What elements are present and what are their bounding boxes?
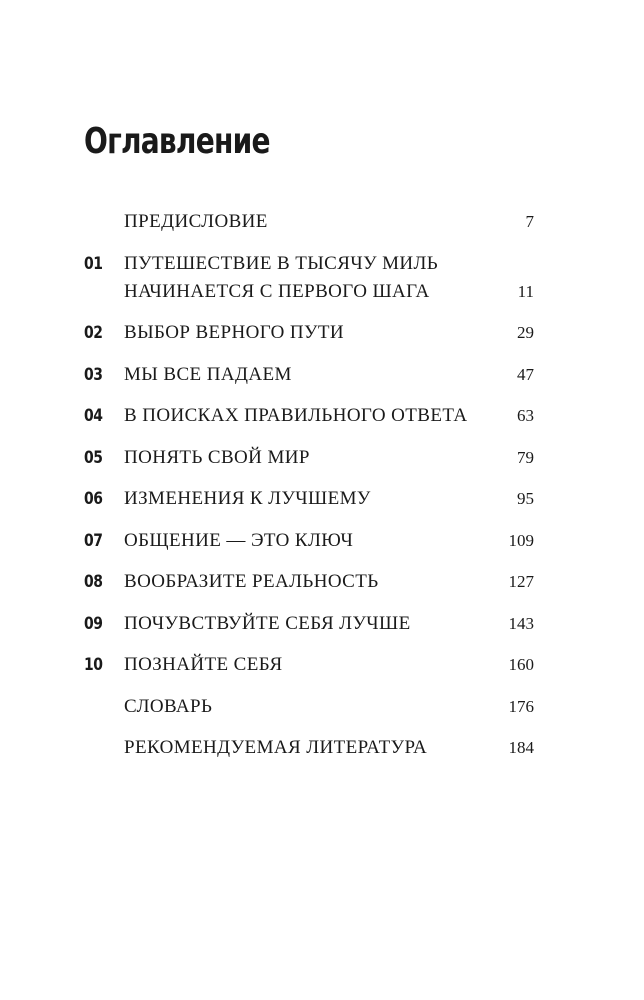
toc-entry-chapter-05[interactable] [0,442,644,474]
toc-entry-page: 160 [508,655,534,674]
toc-entry-number: 02 [84,323,103,343]
toc-entry-title-line-1: ПУТЕШЕСТВИЕ В ТЫСЯЧУ МИЛЬ [124,253,439,274]
toc-entry-page: 143 [508,614,534,633]
toc-entry-chapter-06[interactable] [0,483,644,515]
toc-entry-title: МЫ ВСЕ ПАДАЕМ [124,364,292,385]
toc-entry-page: 109 [508,531,534,550]
toc-entry-title: РЕКОМЕНДУЕМАЯ ЛИТЕРАТУРА [124,737,428,758]
toc-entry-page: 176 [508,697,534,716]
toc-entry-title: ВЫБОР ВЕРНОГО ПУТИ [124,322,345,343]
toc-entry-number: 09 [84,614,103,634]
toc-entry-page: 95 [517,489,534,508]
toc-entry-page: 184 [508,738,534,757]
toc-entry-number: 04 [84,406,103,426]
toc-entry-title: ПОЗНАЙТЕ СЕБЯ [124,654,283,675]
toc-entry-title: ВООБРАЗИТЕ РЕАЛЬНОСТЬ [124,571,379,592]
toc-entry-preface[interactable] [0,206,644,238]
toc-entry-chapter-02[interactable] [0,317,644,349]
toc-entry-page: 29 [517,323,534,342]
toc-entry-chapter-10[interactable] [0,649,644,681]
toc-entry-number: 05 [84,448,103,468]
toc-entry-page: 63 [517,406,534,425]
toc-entry-title: ПОЧУВСТВУЙТЕ СЕБЯ ЛУЧШЕ [124,613,411,634]
toc-entry-title: ПРЕДИСЛОВИЕ [124,211,268,232]
toc-entry-number: 06 [84,489,103,509]
toc-entry-title: ОБЩЕНИЕ — ЭТО КЛЮЧ [124,530,354,551]
toc-entry-chapter-01[interactable] [0,248,644,308]
toc-entry-number: 07 [84,531,103,551]
toc-entry-page: 47 [517,365,534,384]
toc-entry-title: СЛОВАРЬ [124,696,213,717]
toc-entry-number: 01 [84,254,103,274]
toc-entry-number: 08 [84,572,103,592]
toc-entry-title: ИЗМЕНЕНИЯ К ЛУЧШЕМУ [124,488,371,509]
toc-entry-chapter-03[interactable] [0,359,644,391]
toc-entry-page: 127 [508,572,534,591]
toc-entry-recommended-reading[interactable] [0,732,644,764]
page-title: Оглавление [84,121,270,162]
toc-entry-chapter-07[interactable] [0,525,644,557]
toc-entry-number: 03 [84,365,103,385]
toc-entry-title: В ПОИСКАХ ПРАВИЛЬНОГО ОТВЕТА [124,405,468,426]
toc-entry-page: 79 [517,448,534,467]
toc-entry-number: 10 [84,655,103,675]
toc-entry-page: 7 [525,212,534,231]
toc-entry-glossary[interactable] [0,691,644,723]
toc-entry-chapter-08[interactable] [0,566,644,598]
toc-entry-chapter-04[interactable] [0,400,644,432]
toc-entry-title: ПОНЯТЬ СВОЙ МИР [124,447,310,468]
toc-entry-page: 11 [517,282,534,301]
toc-entry-chapter-09[interactable] [0,608,644,640]
toc-entry-title-line-2: НАЧИНАЕТСЯ С ПЕРВОГО ШАГА [124,281,430,302]
